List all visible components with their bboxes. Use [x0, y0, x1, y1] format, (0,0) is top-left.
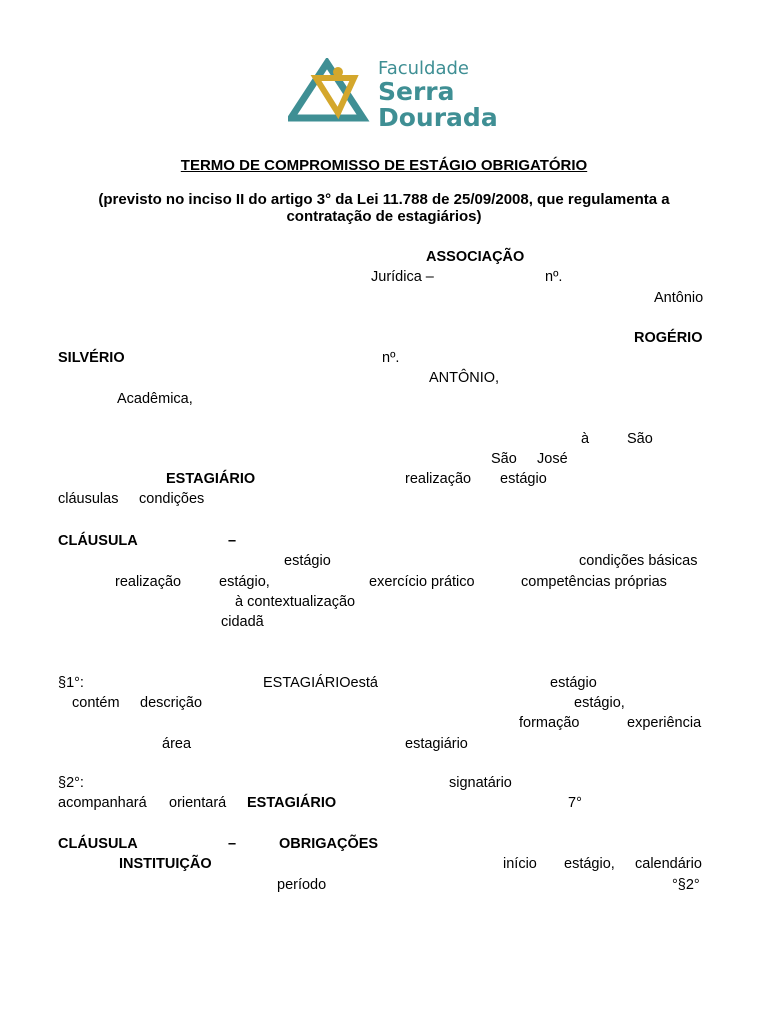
logo-line1: Faculdade: [378, 58, 469, 79]
text-estagio-3: estágio,: [219, 574, 270, 590]
logo-line2: Serra: [378, 77, 455, 106]
document-subtitle-line2: contratação de estagiários): [286, 208, 482, 225]
text-paragrafo-1: §1°:: [58, 675, 84, 691]
text-estagiario-3: ESTAGIÁRIO: [247, 795, 337, 811]
text-estagio-5: estágio,: [574, 695, 625, 711]
text-calendario: calendário: [635, 856, 702, 872]
text-formacao: formação: [519, 715, 580, 731]
text-academica: Acadêmica,: [117, 391, 193, 407]
text-condicoes-basicas: condições básicas: [579, 553, 698, 569]
text-signatario: signatário: [449, 775, 512, 791]
text-inicio: início: [503, 856, 537, 872]
text-paragrafo-2: §2°:: [58, 775, 84, 791]
text-clausula-2: CLÁUSULA: [58, 836, 138, 852]
text-orientara: orientará: [169, 795, 227, 811]
text-a: à: [581, 431, 590, 447]
document-title: TERMO DE COMPROMISSO DE ESTÁGIO OBRIGATÓRIO: [180, 157, 588, 174]
text-area: área: [162, 736, 192, 752]
text-numero-1: nº.: [545, 269, 563, 285]
text-sao-1: São: [627, 431, 653, 447]
logo-text: [378, 58, 498, 130]
text-estagiario-1: ESTAGIÁRIO: [166, 471, 256, 487]
text-estagio-6: estágio,: [564, 856, 615, 872]
text-realizacao-2: realização: [115, 574, 182, 590]
text-dash-2: –: [228, 836, 237, 852]
text-rogerio: ROGÉRIO: [634, 330, 703, 346]
text-jose: José: [537, 451, 568, 467]
text-estagiario-2: estagiário: [405, 736, 468, 752]
text-numero-2: nº.: [382, 350, 400, 366]
text-antonio: Antônio: [654, 290, 704, 306]
text-dash-1: –: [228, 533, 237, 549]
text-condicoes: condições: [139, 491, 205, 507]
text-acompanhara: acompanhará: [58, 795, 147, 811]
text-realizacao-1: realização: [405, 471, 472, 487]
text-estagio-1: estágio: [500, 471, 547, 487]
logo-line3: Dourada: [378, 103, 498, 132]
text-periodo: período: [277, 877, 327, 893]
text-instituicao: INSTITUIÇÃO: [119, 856, 212, 872]
text-estagio-2: estágio: [284, 553, 331, 569]
text-competencias: competências próprias: [521, 574, 667, 590]
text-estagiario-esta: ESTAGIÁRIOestá: [263, 675, 378, 691]
text-cidada: cidadã: [221, 614, 264, 630]
text-juridica: Jurídica –: [371, 269, 434, 285]
text-obrigacoes: OBRIGAÇÕES: [279, 836, 379, 852]
text-contextualizacao: à contextualização: [235, 594, 356, 610]
text-contem: contém: [72, 695, 120, 711]
text-clausula-1: CLÁUSULA: [58, 533, 138, 549]
text-associacao: ASSOCIAÇÃO: [426, 249, 525, 265]
text-sete: 7°: [568, 795, 582, 811]
text-clausulas: cláusulas: [58, 491, 119, 507]
text-antonio-caps: ANTÔNIO,: [429, 370, 500, 386]
document-subtitle-line1: (previsto no inciso II do artigo 3° da Lei 11.788 de 25/09/2008, que regulamenta a: [98, 191, 670, 208]
text-sao-2: São: [491, 451, 517, 467]
text-descricao: descrição: [140, 695, 203, 711]
text-estagio-4: estágio: [550, 675, 597, 691]
text-paragrafo-2b: °§2°: [672, 877, 700, 893]
text-exercicio-pratico: exercício prático: [369, 574, 475, 590]
text-experiencia: experiência: [627, 715, 702, 731]
text-silverio: SILVÉRIO: [58, 350, 125, 366]
